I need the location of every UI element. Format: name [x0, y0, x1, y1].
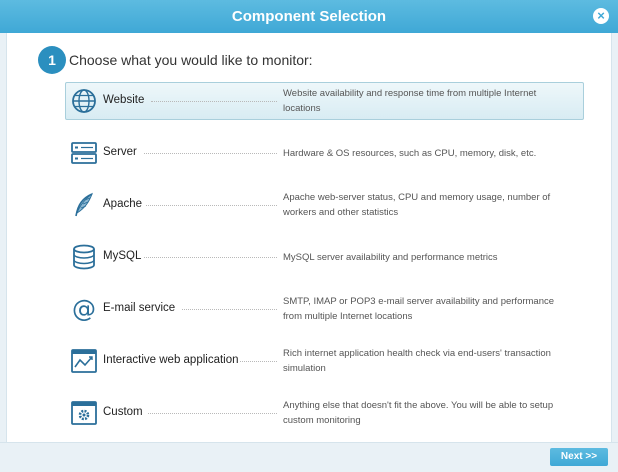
- option-mysql[interactable]: [65, 238, 584, 276]
- leader-dots: [182, 309, 277, 310]
- footer-divider: [0, 442, 618, 443]
- dialog-titlebar: [0, 0, 618, 33]
- at-sign-icon: [71, 296, 97, 322]
- option-label: Server: [103, 146, 137, 158]
- web-app-chart-icon: [71, 348, 97, 374]
- option-description: SMTP, IMAP or POP3 e-mail server availability and performance from multiple Internet locations: [283, 296, 555, 322]
- dialog-title: Component Selection: [231, 8, 387, 25]
- close-icon[interactable]: ×: [593, 8, 609, 24]
- leader-dots: [240, 361, 277, 362]
- leader-dots: [148, 413, 277, 414]
- option-description: Anything else that doesn't fit the above. You will be able to setup custom monitoring: [283, 400, 554, 426]
- option-description: Apache web-server status, CPU and memory usage, number of workers and other statistics: [283, 192, 551, 218]
- option-apache[interactable]: [65, 186, 584, 224]
- leader-dots: [151, 101, 277, 102]
- option-server[interactable]: [65, 134, 584, 172]
- feather-icon: [71, 192, 97, 218]
- database-icon: [71, 244, 97, 270]
- option-label: E-mail service: [103, 302, 176, 314]
- step-prompt: Choose what you would like to monitor:: [69, 52, 313, 68]
- option-description: Hardware & OS resources, such as CPU, memory, disk, etc.: [283, 148, 537, 159]
- next-button[interactable]: Next >>: [550, 448, 608, 466]
- custom-gear-icon: [71, 400, 97, 426]
- option-label: MySQL: [103, 250, 142, 262]
- selection-panel: [6, 33, 612, 442]
- option-website[interactable]: [65, 82, 584, 120]
- step-number-badge: 1: [38, 46, 66, 74]
- option-email-service[interactable]: [65, 290, 584, 328]
- leader-dots: [146, 205, 277, 206]
- option-description: Rich internet application health check via end-users' transaction simulation: [283, 348, 551, 374]
- option-description: Website availability and response time from multiple Internet locations: [283, 88, 537, 114]
- option-label: Interactive web application: [103, 354, 239, 366]
- option-interactive-web-application[interactable]: [65, 342, 584, 380]
- option-label: Apache: [103, 198, 143, 210]
- option-custom[interactable]: [65, 394, 584, 432]
- option-label: Website: [103, 94, 145, 106]
- leader-dots: [144, 153, 277, 154]
- server-icon: [71, 140, 97, 166]
- leader-dots: [144, 257, 277, 258]
- option-description: MySQL server availability and performance metrics: [283, 252, 498, 263]
- option-label: Custom: [103, 406, 143, 418]
- svg-text:@: @: [72, 296, 96, 322]
- globe-icon: [71, 88, 97, 114]
